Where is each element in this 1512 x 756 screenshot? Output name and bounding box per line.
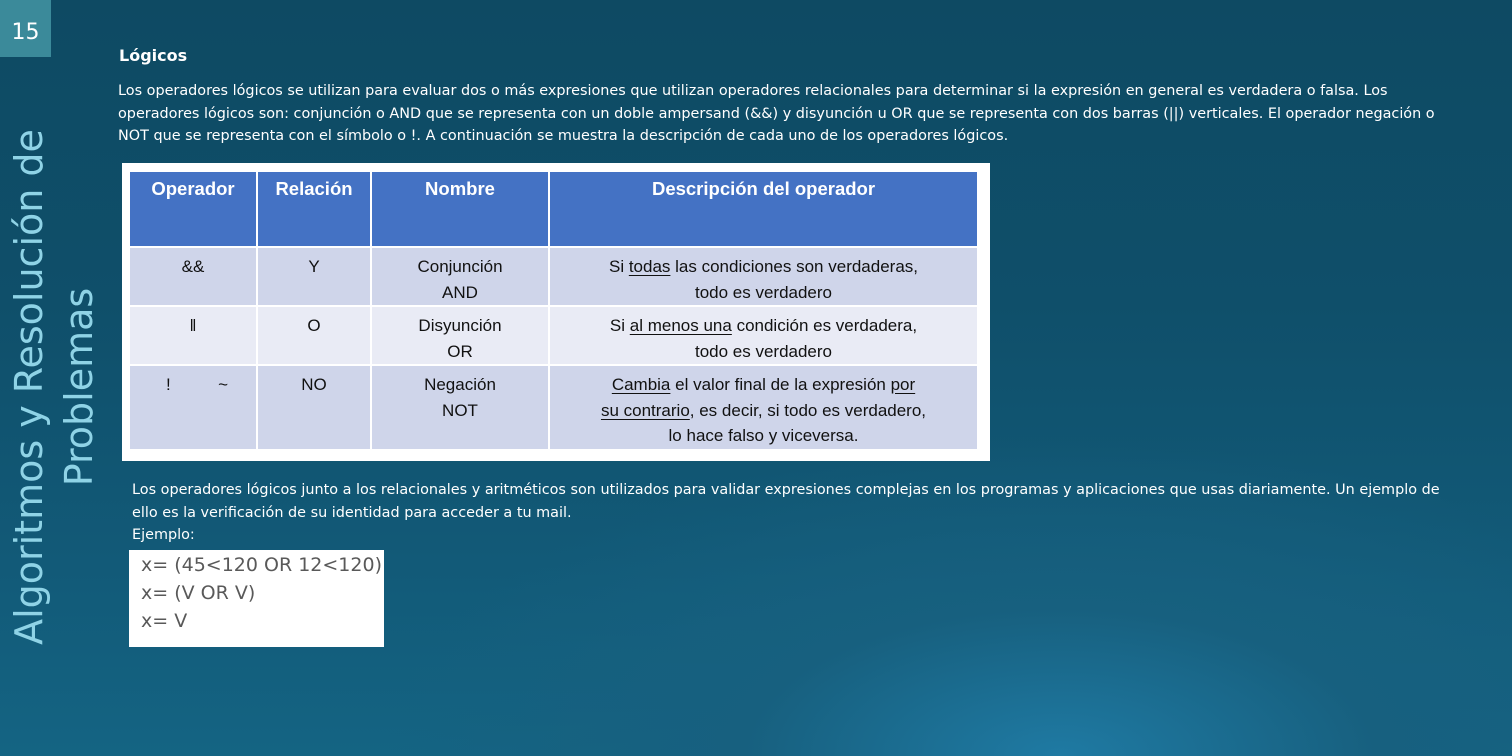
- logical-operators-table: [130, 172, 977, 449]
- table-row: [130, 306, 977, 365]
- desc-text: Si: [608, 257, 629, 276]
- operators-table-card: [122, 163, 990, 461]
- desc-text: el valor final de la expresión: [670, 375, 891, 394]
- vertical-title-line2: Problemas: [57, 287, 101, 487]
- desc-line3: lo hace falso y viceversa.: [668, 426, 859, 445]
- vertical-title-line1: Algoritmos y Resolución de: [7, 129, 51, 645]
- desc-underlined: su contrario: [600, 400, 690, 420]
- cell-operator: ‖: [130, 306, 257, 365]
- cell-relation: Y: [257, 247, 371, 306]
- table-header-row: [130, 172, 977, 247]
- desc-underlined: al menos una: [629, 316, 732, 335]
- example-box: [129, 550, 384, 647]
- outro-paragraph: [132, 479, 1442, 547]
- desc-line2: todo es verdadero: [694, 282, 833, 302]
- header-nombre: Nombre: [371, 172, 549, 247]
- example-line3: x= V: [141, 610, 188, 632]
- cell-operator: &&: [130, 247, 257, 306]
- cell-description: [549, 306, 977, 365]
- desc-underlined: todas: [628, 257, 671, 276]
- outro-text: Los operadores lógicos junto a los relacionales y aritméticos son utilizados para validar expresiones complejas en los programas y aplicaciones que usas diariamente. Un ejemplo de ello es la verificación de su identidad para acceder a tu mail.: [132, 482, 1440, 521]
- example-line2: x= (V OR V): [141, 582, 256, 604]
- cell-description: [549, 247, 977, 306]
- cell-name: [371, 306, 549, 365]
- header-operador: Operador: [130, 172, 257, 247]
- cell-operator: [130, 365, 257, 449]
- cell-relation: O: [257, 306, 371, 365]
- desc-text: las condiciones son verdaderas,: [670, 257, 919, 276]
- intro-paragraph: Los operadores lógicos se utilizan para evaluar dos o más expresiones que utilizan operadores relacionales para determinar si la expresión en general es verdadera o falsa. Los operadores lógicos son: conjunción o AND que se representa con un doble ampersand (&&) y disyunción u OR que se representa con dos barras (||) verticales. El operador negación o NOT que se representa con el símbolo o !. A continuación se muestra la descripción de cada uno de los operadores lógicos.: [118, 83, 1435, 144]
- vertical-title-area: [0, 57, 108, 677]
- table-row: [130, 365, 977, 449]
- name-line2: OR: [447, 341, 473, 361]
- cell-description: [549, 365, 977, 449]
- desc-line2: todo es verdadero: [694, 341, 833, 361]
- cell-name: [371, 365, 549, 449]
- name-line2: AND: [442, 282, 478, 302]
- name-line2: NOT: [442, 400, 478, 420]
- slide-number: 15: [0, 0, 51, 57]
- vertical-title: [4, 77, 104, 697]
- desc-text: condición es verdadera,: [731, 316, 918, 335]
- cell-name: [371, 247, 549, 306]
- table-row: [130, 247, 977, 306]
- example-line1: x= (45<120 OR 12<120): [141, 554, 382, 576]
- header-relacion: Relación: [257, 172, 371, 247]
- desc-text: , es decir, si todo es verdadero,: [689, 400, 927, 420]
- example-label: Ejemplo:: [132, 527, 195, 543]
- name-line1: Conjunción: [417, 257, 503, 276]
- operator-tilde-symbol: ~: [218, 375, 228, 394]
- desc-underlined: Cambia: [611, 375, 671, 394]
- operator-not-symbol: !: [166, 375, 171, 394]
- cell-relation: NO: [257, 365, 371, 449]
- desc-underlined: por: [890, 375, 916, 394]
- section-title: Lógicos: [119, 46, 188, 65]
- name-line1: Negación: [424, 375, 496, 394]
- name-line1: Disyunción: [418, 316, 502, 335]
- desc-text: Si: [609, 316, 630, 335]
- header-descripcion: Descripción del operador: [549, 172, 977, 247]
